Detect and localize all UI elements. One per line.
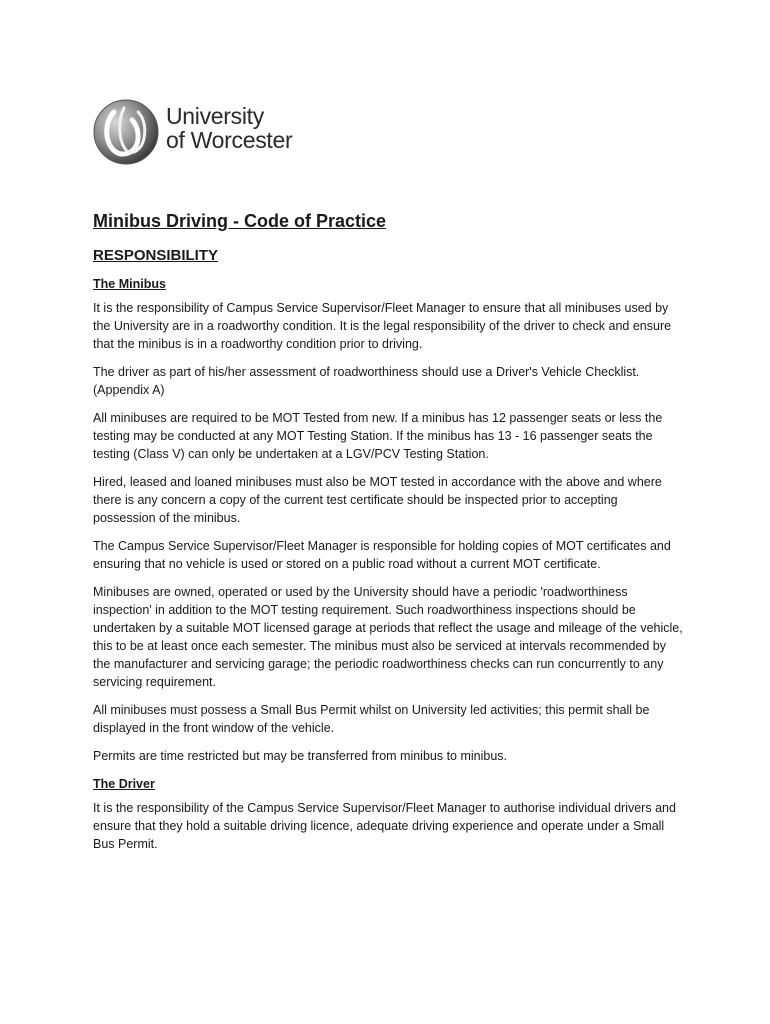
paragraph: Permits are time restricted but may be transferred from minibus to minibus.	[93, 749, 508, 763]
document-title: Minibus Driving - Code of Practice	[93, 211, 387, 231]
paragraph: The driver as part of his/her assessment of roadworthiness should use a Driver's Vehicle Checklist. (Appendix A)	[93, 365, 640, 397]
subheading-the-minibus: The Minibus	[93, 277, 166, 291]
paragraph: Hired, leased and loaned minibuses must also be MOT tested in accordance with the above and where there is any concern a copy of the current test certificate should be inspected prior to accepting possession of the minibus.	[93, 475, 662, 525]
document-body	[93, 208, 683, 863]
university-name	[166, 104, 292, 152]
university-logo	[92, 98, 322, 168]
paragraph: All minibuses are required to be MOT Tested from new. If a minibus has 12 passenger seats or less the testing may be conducted at any MOT Testing Station. If the minibus has 13 - 16 passenger seats the testing (Class V) can only be undertaken at a LGV/PCV Testing Station.	[93, 411, 663, 461]
section-heading-responsibility: RESPONSIBILITY	[93, 247, 219, 264]
paragraph: Minibuses are owned, operated or used by the University should have a periodic 'roadworthiness inspection' in addition to the MOT testing requirement. Such roadworthiness inspections should be undertaken by a suitable MOT licensed garage at periods that reflect the usage and mileage of the vehicle, this to be at least once each semester. The minibus must also be serviced at intervals recommended by the manufacturer and servicing garage; the periodic roadworthiness checks can run concurrently to any servicing requirement.	[93, 585, 683, 689]
university-crest-icon	[92, 98, 160, 166]
university-name-line1: University	[166, 103, 264, 129]
paragraph: It is the responsibility of the Campus Service Supervisor/Fleet Manager to authorise individual drivers and ensure that they hold a suitable driving licence, adequate driving experience and operate under a Small Bus Permit.	[93, 801, 676, 851]
university-name-line2: of Worcester	[166, 127, 293, 153]
paragraph: It is the responsibility of Campus Service Supervisor/Fleet Manager to ensure that all minibuses used by the University are in a roadworthy condition. It is the legal responsibility of the driver to check and ensure that the minibus is in a roadworthy condition prior to driving.	[93, 301, 672, 351]
paragraph: The Campus Service Supervisor/Fleet Manager is responsible for holding copies of MOT certificates and ensuring that no vehicle is used or stored on a public road without a current MOT certificate.	[93, 539, 671, 571]
subheading-the-driver: The Driver	[93, 777, 155, 791]
paragraph: All minibuses must possess a Small Bus Permit whilst on University led activities; this permit shall be displayed in the front window of the vehicle.	[93, 703, 650, 735]
